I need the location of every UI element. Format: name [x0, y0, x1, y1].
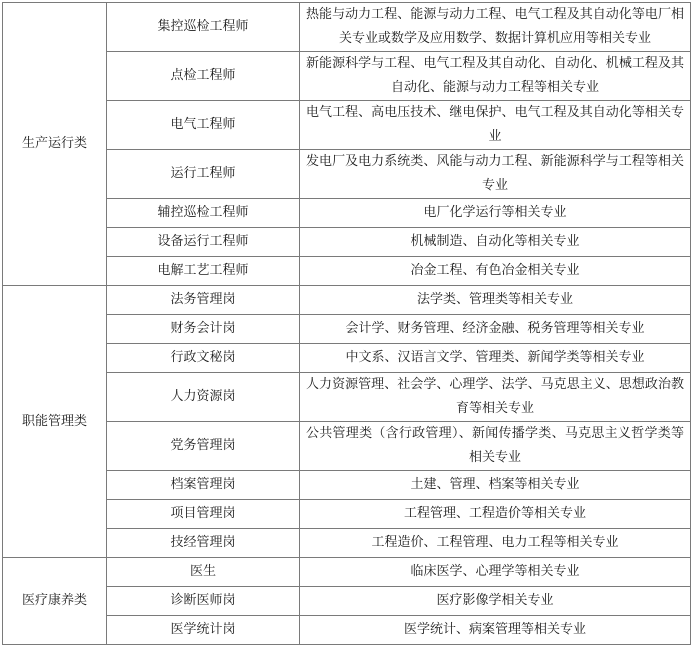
category-cell: 生产运行类: [3, 3, 107, 286]
majors-cell: 公共管理类（含行政管理）、新闻传播学类、马克思主义哲学类等相关专业: [300, 422, 691, 471]
position-cell: 设备运行工程师: [107, 228, 300, 257]
table-row: [3, 315, 691, 344]
majors-cell: 电气工程、高电压技术、继电保护、电气工程及其自动化等相关专业: [300, 101, 691, 150]
majors-cell: 工程造价、工程管理、电力工程等相关专业: [300, 529, 691, 558]
table-row: [3, 101, 691, 150]
position-cell: 行政文秘岗: [107, 344, 300, 373]
majors-cell: 临床医学、心理学等相关专业: [300, 558, 691, 587]
table-row: [3, 228, 691, 257]
position-cell: 医生: [107, 558, 300, 587]
majors-cell: 工程管理、工程造价等相关专业: [300, 500, 691, 529]
position-cell: 辅控巡检工程师: [107, 199, 300, 228]
position-cell: 档案管理岗: [107, 471, 300, 500]
table-row: [3, 199, 691, 228]
table-row: [3, 286, 691, 315]
position-cell: 电气工程师: [107, 101, 300, 150]
table-row: [3, 150, 691, 199]
majors-cell: 发电厂及电力系统类、风能与动力工程、新能源科学与工程等相关专业: [300, 150, 691, 199]
majors-cell: 会计学、财务管理、经济金融、税务管理等相关专业: [300, 315, 691, 344]
position-cell: 运行工程师: [107, 150, 300, 199]
table-row: [3, 529, 691, 558]
position-cell: 点检工程师: [107, 52, 300, 101]
position-cell: 技经管理岗: [107, 529, 300, 558]
majors-cell: 法学类、管理类等相关专业: [300, 286, 691, 315]
category-cell: 职能管理类: [3, 286, 107, 558]
majors-cell: 机械制造、自动化等相关专业: [300, 228, 691, 257]
table-row: [3, 587, 691, 616]
table-row: [3, 558, 691, 587]
table-row: [3, 471, 691, 500]
majors-cell: 医疗影像学相关专业: [300, 587, 691, 616]
majors-cell: 热能与动力工程、能源与动力工程、电气工程及其自动化等电厂相关专业或数学及应用数学、数据计算机应用等相关专业: [300, 3, 691, 52]
table-row: [3, 52, 691, 101]
table-row: [3, 373, 691, 422]
table-row: [3, 616, 691, 645]
table-row: [3, 344, 691, 373]
position-cell: 项目管理岗: [107, 500, 300, 529]
position-cell: 党务管理岗: [107, 422, 300, 471]
position-cell: 诊断医师岗: [107, 587, 300, 616]
majors-cell: 新能源科学与工程、电气工程及其自动化、自动化、机械工程及其自动化、能源与动力工程等相关专业: [300, 52, 691, 101]
position-cell: 医学统计岗: [107, 616, 300, 645]
table-row: [3, 257, 691, 286]
majors-cell: 冶金工程、有色冶金相关专业: [300, 257, 691, 286]
position-cell: 法务管理岗: [107, 286, 300, 315]
recruitment-table: [2, 2, 691, 645]
table-row: [3, 3, 691, 52]
position-cell: 财务会计岗: [107, 315, 300, 344]
majors-cell: 医学统计、病案管理等相关专业: [300, 616, 691, 645]
position-cell: 集控巡检工程师: [107, 3, 300, 52]
table-row: [3, 500, 691, 529]
category-cell: 医疗康养类: [3, 558, 107, 645]
table-row: [3, 422, 691, 471]
majors-cell: 土建、管理、档案等相关专业: [300, 471, 691, 500]
majors-cell: 人力资源管理、社会学、心理学、法学、马克思主义、思想政治教育等相关专业: [300, 373, 691, 422]
majors-cell: 电厂化学运行等相关专业: [300, 199, 691, 228]
majors-cell: 中文系、汉语言文学、管理类、新闻学类等相关专业: [300, 344, 691, 373]
position-cell: 人力资源岗: [107, 373, 300, 422]
position-cell: 电解工艺工程师: [107, 257, 300, 286]
